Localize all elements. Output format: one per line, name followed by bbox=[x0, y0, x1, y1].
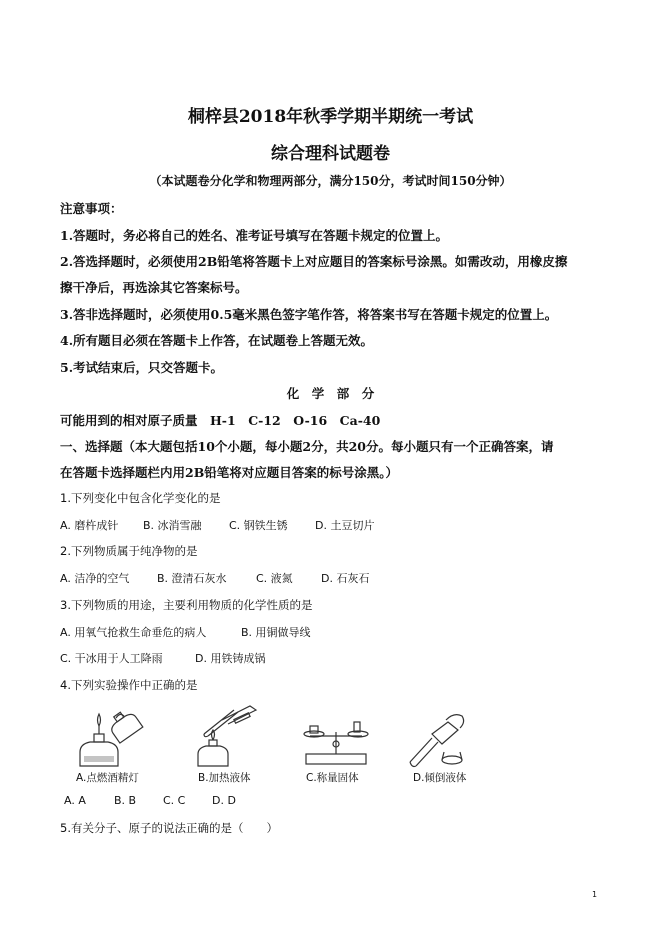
option-b: B. 冰消雪融 bbox=[143, 519, 202, 532]
exam-info: （本试题卷分化学和物理两部分，满分150分，考试时间150分钟） bbox=[149, 174, 512, 188]
option-c: C. 钢铁生锈 bbox=[229, 519, 288, 532]
question-stem: 5.有关分子、原子的说法正确的是（ ） bbox=[60, 821, 278, 835]
option-a: A. A bbox=[64, 794, 86, 807]
option-b: B. 澄清石灰水 bbox=[157, 572, 227, 585]
option-c: C. 干冰用于人工降雨 bbox=[60, 652, 163, 665]
option-d: D. 用铁铸成锅 bbox=[195, 652, 266, 665]
notice-item: 5.考试结束后，只交答题卡。 bbox=[60, 360, 224, 375]
notice-item: 1.答题时，务必将自己的姓名、准考证号填写在答题卡规定的位置上。 bbox=[60, 228, 449, 243]
question-stem: 4.下列实验操作中正确的是 bbox=[60, 678, 198, 692]
notice-item: 3.答非选择题时，必须使用0.5毫米黑色签字笔作答，将答案书写在答题卡规定的位置上。 bbox=[60, 307, 558, 322]
exam-subtitle: 综合理科试题卷 bbox=[271, 144, 390, 164]
atomic-masses: 可能用到的相对原子质量 H-1 C-12 O-16 Ca-40 bbox=[60, 413, 381, 428]
section-title: 化 学 部 分 bbox=[286, 386, 375, 401]
figure-caption-d: D.倾倒液体 bbox=[413, 772, 467, 784]
alcohol-lamp-figure bbox=[72, 708, 152, 768]
option-d: D. D bbox=[212, 794, 236, 807]
heating-liquid-figure bbox=[190, 704, 262, 768]
option-a: A. 磨杵成针 bbox=[60, 519, 119, 532]
option-c: C. C bbox=[163, 794, 186, 807]
option-d: D. 土豆切片 bbox=[315, 519, 375, 532]
option-d: D. 石灰石 bbox=[321, 572, 370, 585]
question-stem: 2.下列物质属于纯净物的是 bbox=[60, 544, 198, 558]
balance-scale-figure bbox=[300, 714, 372, 768]
option-a: A. 用氧气抢救生命垂危的病人 bbox=[60, 626, 207, 639]
option-c: C. 液氮 bbox=[256, 572, 293, 585]
option-b: B. 用铜做导线 bbox=[241, 626, 311, 639]
page-number: 1 bbox=[592, 890, 598, 899]
part1-instructions: 一、选择题（本大题包括10个小题，每小题2分，共20分。每小题只有一个正确答案，请 bbox=[60, 439, 554, 454]
part1-instructions-cont: 在答题卡选择题栏内用2B铅笔将对应题目答案的标号涂黑。） bbox=[60, 465, 399, 480]
exam-title: 桐梓县2018年秋季学期半期统一考试 bbox=[187, 107, 474, 127]
notices-heading: 注意事项： bbox=[60, 201, 123, 216]
option-a: A. 洁净的空气 bbox=[60, 572, 130, 585]
lamp-body bbox=[80, 742, 118, 766]
figure-caption-b: B.加热液体 bbox=[198, 772, 251, 784]
figure-caption-a: A.点燃酒精灯 bbox=[76, 772, 139, 784]
pouring-liquid-figure bbox=[402, 708, 472, 768]
notice-item: 擦干净后，再选涂其它答案标号。 bbox=[60, 280, 248, 295]
figure-caption-c: C.称量固体 bbox=[306, 772, 359, 784]
question-stem: 3.下列物质的用途，主要利用物质的化学性质的是 bbox=[60, 598, 313, 612]
option-b: B. B bbox=[114, 794, 137, 807]
notice-item: 4.所有题目必须在答题卡上作答，在试题卷上答题无效。 bbox=[60, 333, 374, 348]
question-stem: 1.下列变化中包含化学变化的是 bbox=[60, 491, 221, 505]
notice-item: 2.答选择题时，必须使用2B铅笔将答题卡上对应题目的答案标号涂黑。如需改动，用橡皮擦 bbox=[60, 254, 568, 269]
